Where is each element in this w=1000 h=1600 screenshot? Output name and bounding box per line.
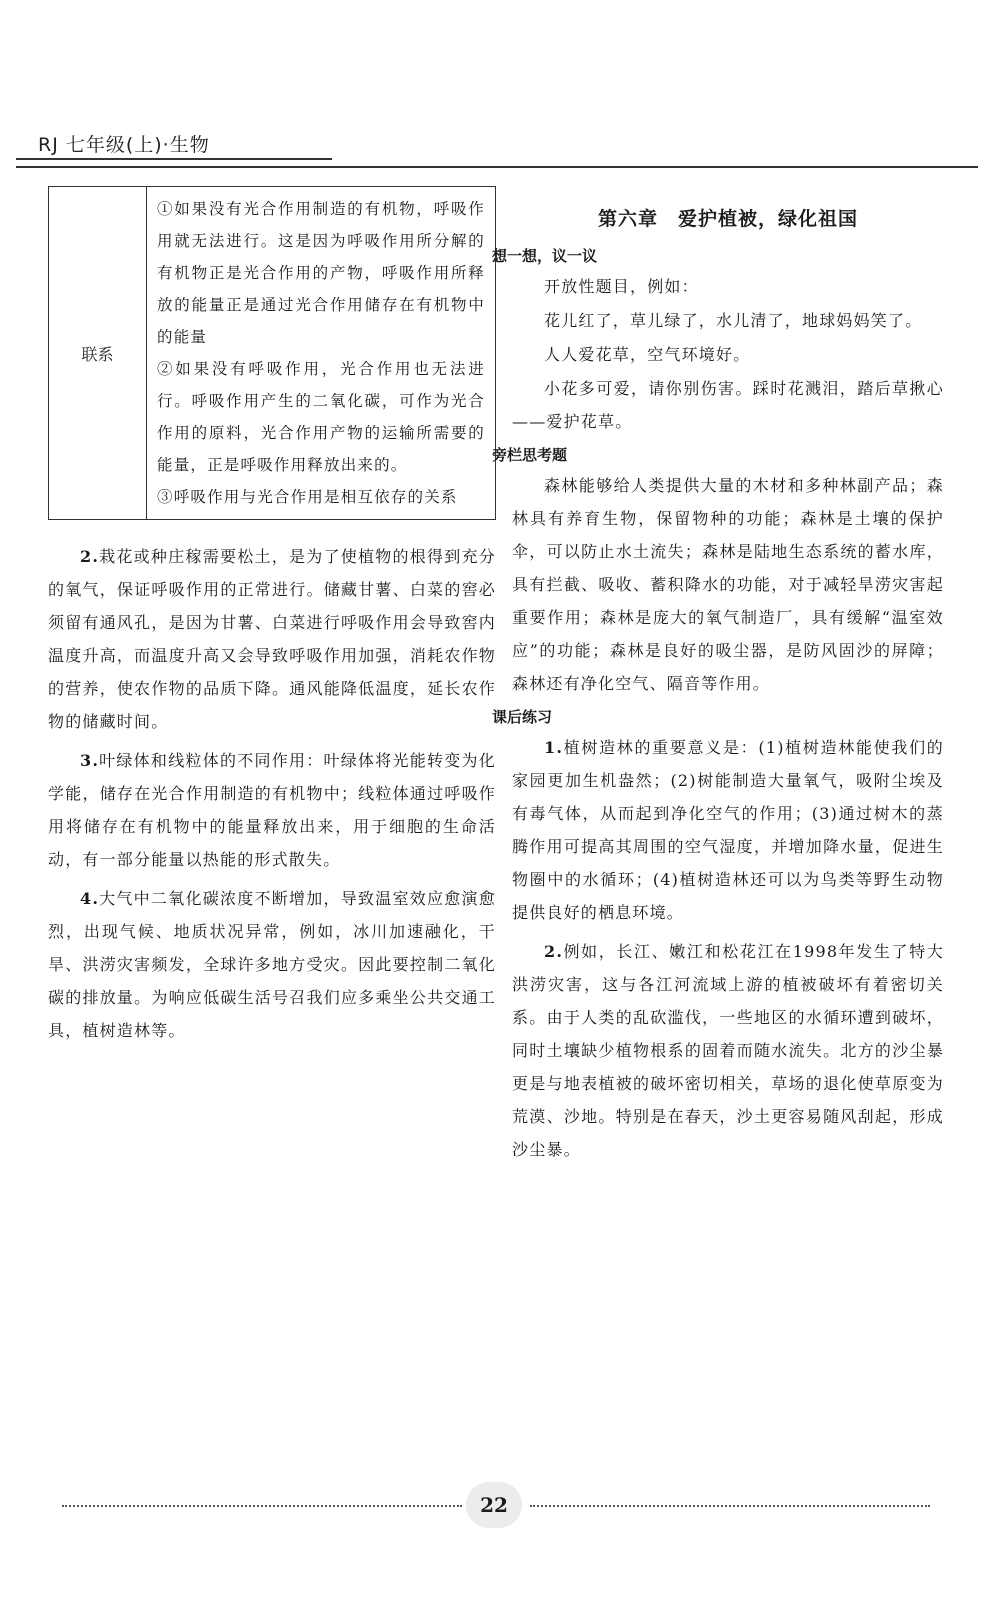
discussion-line: 小花多可爱，请你别伤害。踩时花溅泪，踏后草揪心——爱护花草。 — [512, 379, 944, 431]
answer-paragraph — [48, 540, 496, 738]
book-header-label: RJ 七年级(上)·生物 — [38, 134, 210, 156]
footer-dotted-rule-right — [530, 1505, 930, 1507]
table-item: ①如果没有光合作用制造的有机物，呼吸作用就无法进行。这是因为呼吸作用所分解的有机物正是光合作用的产物，呼吸作用所释放的能量正是通过光合作用储存在有机物中的能量 — [157, 200, 485, 346]
section-heading: 课后练习 — [492, 708, 553, 726]
answer-text: 叶绿体和线粒体的不同作用：叶绿体将光能转变为化学能，储存在光合作用制造的有机物中；线粒体通过呼吸作用将储存在有机物中的能量释放出来，用于细胞的生命活动，有一部分能量以热能的形式散失。 — [48, 751, 496, 869]
answer-paragraph — [48, 882, 496, 1047]
answer-paragraph — [48, 744, 496, 876]
section-heading: 旁栏思考题 — [492, 446, 568, 464]
table-item: ③呼吸作用与光合作用是相互依存的关系 — [157, 488, 458, 506]
header-divider-short — [16, 158, 332, 160]
table-row-label: 联系 — [49, 187, 147, 520]
exercise-paragraph — [512, 731, 944, 929]
relationship-table — [48, 186, 496, 520]
answer-number: 4. — [80, 889, 100, 908]
table-item: ②如果没有呼吸作用，光合作用也无法进行。呼吸作用产生的二氧化碳，可作为光合作用的原料，光合作用产物的运输所需要的能量，正是呼吸作用释放出来的。 — [157, 360, 485, 474]
answer-text: 栽花或种庄稼需要松土，是为了使植物的根得到充分的氧气，保证呼吸作用的正常进行。储藏甘薯、白菜的窖必须留有通风孔，是因为甘薯、白菜进行呼吸作用会导致窖内温度升高，而温度升高又会导致呼吸作用加强，消耗农作物的营养，使农作物的品质下降。通风能降低温度，延长农作物的储藏时间。 — [48, 547, 496, 731]
exercise-number: 2. — [544, 942, 564, 961]
exercise-paragraph — [512, 935, 944, 1166]
footer-dotted-rule-left — [62, 1505, 462, 1507]
exercise-number: 1. — [544, 738, 564, 757]
right-column — [492, 200, 944, 1166]
left-column — [48, 186, 496, 1047]
table-content-cell — [147, 187, 496, 520]
answer-text: 大气中二氧化碳浓度不断增加，导致温室效应愈演愈烈，出现气候、地质状况异常，例如，冰川加速融化，干旱、洪涝灾害频发，全球许多地方受灾。因此要控制二氧化碳的排放量。为响应低碳生活号召我们应多乘坐公共交通工具，植树造林等。 — [48, 889, 496, 1040]
page-number: 22 — [466, 1482, 522, 1528]
chapter-title: 第六章 爱护植被，绿化祖国 — [597, 208, 858, 230]
exercise-text: 例如，长江、嫩江和松花江在1998年发生了特大洪涝灾害，这与各江河流域上游的植被破坏有着密切关系。由于人类的乱砍滥伐，一些地区的水循环遭到破坏，同时土壤缺少植物根系的固着而随水流失。北方的沙尘暴更是与地表植被的破坏密切相关，草场的退化使草原变为荒漠、沙地。特别是在春天，沙土更容易随风刮起，形成沙尘暴。 — [512, 942, 944, 1159]
answer-list — [48, 540, 496, 1047]
section-heading: 想一想，议一议 — [492, 247, 598, 265]
exercise-text: 植树造林的重要意义是：(1)植树造林能使我们的家园更加生机盎然；(2)树能制造大量氧气，吸附尘埃及有毒气体，从而起到净化空气的作用；(3)通过树木的蒸腾作用可提高其周围的空气湿度，并增加降水量，促进生物圈中的水循环；(4)植树造林还可以为鸟类等野生动物提供良好的栖息环境。 — [512, 738, 944, 922]
answer-number: 3. — [80, 751, 100, 770]
answer-number: 2. — [80, 547, 100, 566]
sidebar-answer: 森林能够给人类提供大量的木材和多种林副产品；森林具有养育生物，保留物种的功能；森林是土壤的保护伞，可以防止水土流失；森林是陆地生态系统的蓄水库，具有拦截、吸收、蓄积降水的功能，对于减轻旱涝灾害起重要作用；森林是庞大的氧气制造厂，具有缓解“温室效应”的功能；森林是良好的吸尘器，是防风固沙的屏障；森林还有净化空气、隔音等作用。 — [512, 476, 944, 693]
discussion-line: 开放性题目，例如： — [544, 277, 699, 296]
discussion-line: 人人爱花草，空气环境好。 — [544, 345, 751, 364]
header-divider — [16, 166, 978, 168]
discussion-line: 花儿红了，草儿绿了，水儿清了，地球妈妈笑了。 — [544, 311, 923, 330]
